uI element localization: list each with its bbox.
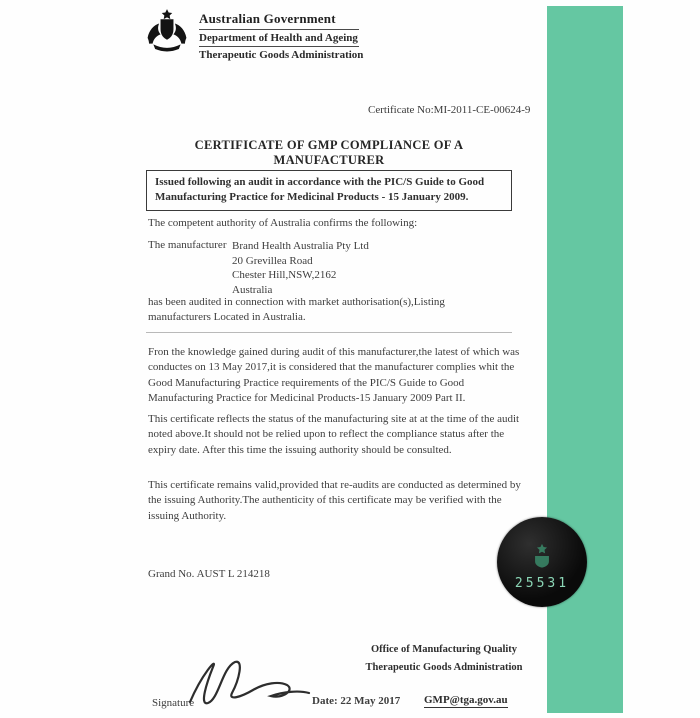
address-line: Chester Hill,NSW,2162 xyxy=(232,269,337,282)
green-side-stripe xyxy=(547,6,623,713)
gov-title: Australian Government xyxy=(199,11,336,26)
date-line: Date: 22 May 2017 xyxy=(312,695,401,707)
certificate-title: CERTIFICATE OF GMP COMPLIANCE OF A MANUFACTURER xyxy=(194,138,464,167)
header-divider xyxy=(199,46,359,47)
grand-number: Grand No. AUST L 214218 xyxy=(148,568,270,580)
office-line-1: Office of Manufacturing Quality xyxy=(370,644,518,655)
authority-line: The competent authority of Australia confirms the following: xyxy=(148,217,418,229)
australian-coat-of-arms-icon xyxy=(144,7,190,53)
issued-statement-box: Issued following an audit in accordance with the PIC/S Guide to Good Manufacturing Practice for Medicinal Products - 15 January 2009. xyxy=(146,170,512,211)
embossed-seal xyxy=(497,517,587,607)
address-line: 20 Grevillea Road xyxy=(232,254,313,267)
office-line-2: Therapeutic Goods Administration xyxy=(365,661,523,673)
body-paragraph-2: This certificate reflects the status of the manufacturing site at at the time of the audit noted above.It should not be relied upon to reflect the compliance status after the expiry date. After this time the issuing authority should be consulted. xyxy=(148,413,520,456)
signature-handwriting xyxy=(182,652,312,717)
signature-label: Signature xyxy=(152,697,195,709)
section-divider xyxy=(146,332,512,333)
manufacturer-address xyxy=(232,239,369,297)
audited-line: has been audited in connection with market authorisation(s),Listing manufacturers Located in Australia. xyxy=(148,296,445,324)
department-title: Department of Health and Ageing xyxy=(199,32,358,44)
manufacturer-label: The manufacturer xyxy=(148,239,227,251)
seal-crest-icon xyxy=(524,543,560,574)
agency-title: Therapeutic Goods Administration xyxy=(199,49,364,61)
certificate-number: Certificate No:MI-2011-CE-00624-9 xyxy=(368,104,531,116)
contact-email: GMP@tga.gov.au xyxy=(424,694,508,706)
government-header xyxy=(199,11,374,61)
seal-number: 25531 xyxy=(514,576,570,591)
address-line: Australia xyxy=(232,283,273,296)
manufacturer-name: Brand Health Australia Pty Ltd xyxy=(232,240,369,252)
body-paragraph-1: Fron the knowledge gained during audit of this manufacturer,the latest of which was conductes on 13 May 2017,it is considered that the manufacturer complies whit the Good Manufacturing Practice requirements of the PIC/S Guide to Good Manufacturing Practice for Medicinal Products-15 January 2009 Part II. xyxy=(148,346,520,405)
issuing-office-block xyxy=(358,641,530,677)
manufacturer-block xyxy=(148,239,528,297)
body-paragraph-3: This certificate remains valid,provided that re-audits are conducted as determined by the issuing Authority.The authenticity of this certificate may be verified with the issuing Authority. xyxy=(148,479,521,522)
header-divider xyxy=(199,29,359,30)
